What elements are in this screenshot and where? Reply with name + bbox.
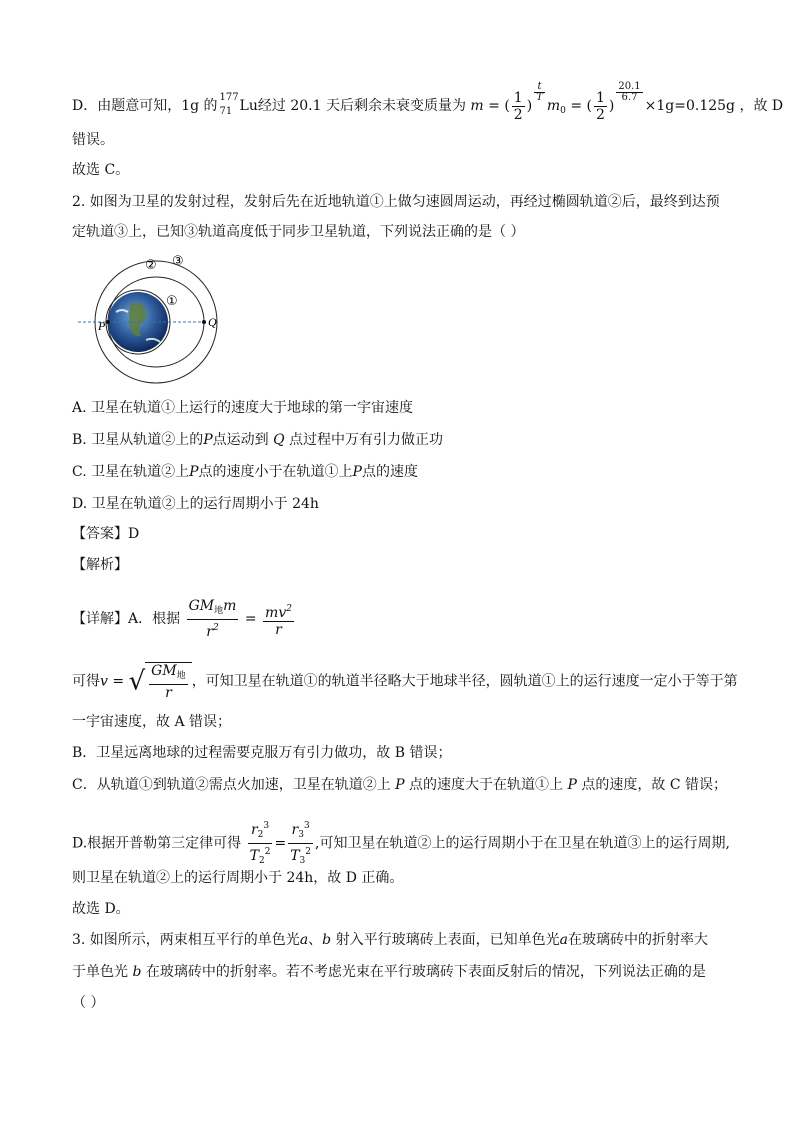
equals: = [274,835,287,852]
atomic-number: 71 [219,106,233,117]
var-b: b [322,932,332,948]
sqrt-expression [129,662,192,701]
var-p: P [352,464,362,480]
detail-c-line [72,775,727,795]
den: T [536,92,543,103]
label-p: P [98,319,106,333]
half-fraction [512,90,525,123]
sub-earth: 地 [214,606,224,616]
kepler-right [288,818,313,869]
label-orbit-1: ① [166,294,178,309]
text: 点的速度 [361,464,418,480]
num: t [534,82,545,93]
var-p: P [203,432,213,448]
num: 20.1 [618,81,641,92]
text: 点过程中万有引力做正功 [289,432,444,448]
paren: ) [608,98,615,114]
q2-option-a: A. 卫星在轨道①上运行的速度大于地球的第一宇宙速度 [72,400,414,416]
text: 于单色光 [72,964,128,980]
q2-option-c [72,462,418,482]
orbit-figure [76,252,236,384]
detail-a-line1 [72,598,296,640]
gm: GM [188,598,215,614]
label-orbit-3: ③ [172,254,184,269]
label-orbit-2: ② [145,258,157,273]
r: r [250,822,258,838]
q2-final-answer: 故选 D。 [72,901,130,917]
den: r [275,621,282,638]
r: r [291,822,299,838]
den [248,844,273,869]
den: 2 [513,106,523,123]
q3-stem-line3: （ ） [72,995,105,1011]
label-q: Q [208,315,217,329]
sup: 3 [263,821,270,831]
q3-stem-line2 [72,962,706,982]
gravity-fraction [187,598,239,640]
detail-a-line2 [72,662,738,701]
text: 点的速度大于在轨道①上 [409,777,564,793]
text: 点的速度，故 C 错误； [581,777,727,793]
var-a: a [559,932,568,948]
num [288,818,313,844]
num: 1 [513,89,523,106]
text: ×1g=0.125g ，故 D [644,98,784,114]
half-fraction [594,90,607,123]
var-b: b [132,964,142,980]
paren: ) [526,98,533,114]
text: D.根据开普勒第三定律可得 [72,835,242,852]
text: 点的速度小于在轨道①上 [198,464,353,480]
paren: ( [586,98,592,114]
prev-d-line2: 错误。 [72,132,114,148]
var-a: a [299,932,309,948]
q2-stem-line1: 2. 如图为卫星的发射过程，发射后先在近地轨道①上做匀速圆周运动，再经过椭圆轨道②后，最终到达预 [72,194,720,210]
sub: 2 [258,856,265,866]
var-q: Q [273,432,285,448]
equals: = [244,611,257,627]
mass-number: 177 [219,92,239,103]
point-p [106,320,110,324]
nuclide-symbol [218,92,240,117]
equals: = [112,673,125,690]
fraction [149,663,188,701]
equals: = [488,98,500,114]
den: 6.7 [621,92,638,103]
text: 经过 20.1 天后剩余未衰变质量为 [257,98,466,114]
sub: 3 [298,830,304,840]
text: 点运动到 [212,432,269,448]
q2-option-b [72,430,443,450]
paren: ( [504,98,510,114]
den [187,620,239,640]
exponent-fraction [616,82,642,103]
text: 【详解】A．根据 [72,611,181,627]
gm: GM [151,663,177,679]
kepler-left [248,818,273,869]
detail-d-line [72,818,730,869]
detail-b-line: B．卫星远离地球的过程需要克服万有引力做功，故 B 错误； [72,745,452,761]
text: 3. 如图所示，两束相互平行的单色光 [72,932,300,948]
text: C. 卫星在轨道②上 [72,464,190,480]
detail-d-line2: 则卫星在轨道②上的运行周期小于 24h，故 D 正确。 [72,870,404,886]
num [263,601,294,622]
sub: 0 [560,106,566,116]
sub-earth: 地 [176,671,186,681]
r: r [206,624,213,640]
var-p: P [567,777,577,793]
q2-answer: 【答案】D [72,526,140,542]
text: 射入平行玻璃砖上表面，已知单色光 [335,932,560,948]
var-m0: m [546,98,561,114]
text: C．从轨道①到轨道②需点火加速，卫星在轨道②上 [72,777,391,793]
text: 可得 [72,673,100,690]
num: 1 [595,89,605,106]
t: T [249,848,259,864]
var-m: m [470,98,484,114]
den [288,844,313,869]
equals: = [570,98,583,114]
sub: 2 [257,830,264,840]
num [149,663,188,685]
text: ,可知卫星在轨道②上的运行周期小于在卫星在轨道③上的运行周期, [315,835,730,852]
exponent-fraction [534,82,545,103]
q2-option-d: D. 卫星在轨道②上的运行周期小于 24h [72,496,319,512]
radicand [145,662,192,701]
q2-stem-line2: 定轨道③上，已知③轨道高度低于同步卫星轨道，下列说法正确的是（ ） [72,224,525,240]
sup: 3 [303,821,310,831]
text: B. 卫星从轨道②上的 [72,432,204,448]
den: r [165,685,172,701]
num [187,598,239,620]
prev-answer: 故选 C。 [72,162,130,178]
q3-stem-line1 [72,930,708,950]
m: m [223,598,237,614]
num [248,818,273,844]
text: D．由题意可知，1g 的 [72,98,218,114]
text: ，可知卫星在轨道①的轨道半径略大于地球半径，圆轨道①上的运行速度一定小于等于第 [191,673,738,690]
var-p: P [189,464,199,480]
point-q [202,320,206,324]
q2-analysis-label: 【解析】 [72,557,128,573]
var-p: P [395,777,405,793]
sup: 2 [264,847,271,857]
prev-d-line [72,82,783,123]
den: 2 [595,106,605,123]
t: T [290,848,300,864]
text: 在玻璃砖中的折射率。若不考虑光束在平行玻璃砖下表面反射后的情况，下列说法正确的是 [145,964,706,980]
centripetal-fraction [263,601,294,638]
sup: 2 [305,847,311,857]
element-symbol: Lu [239,98,258,114]
var-v: v [100,673,108,690]
sub: 3 [299,856,306,866]
radical-sign: √ [128,666,146,697]
sup: 2 [286,603,292,614]
sup: 2 [212,623,219,633]
text: 在玻璃砖中的折射率大 [567,932,708,948]
detail-a-line3: 一宇宙速度，故 A 错误； [72,714,232,730]
text: 、 [308,932,323,948]
mv: mv [265,604,287,621]
